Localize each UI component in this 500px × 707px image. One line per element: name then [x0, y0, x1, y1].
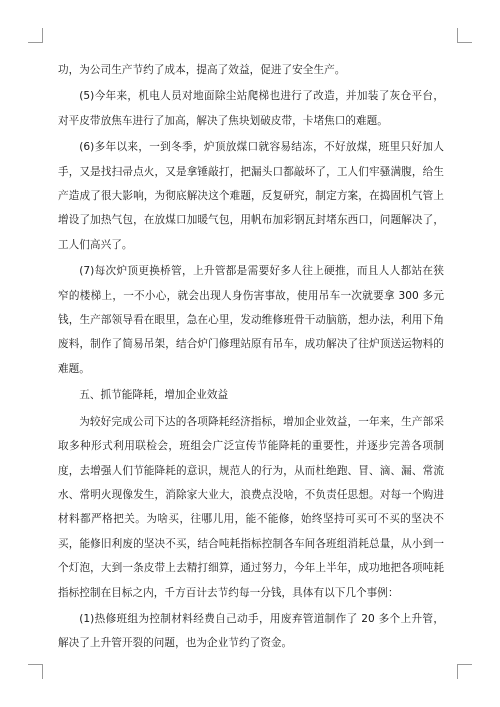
- paragraph-item-7: (7)每次炉顶更换桥管，上升管都是需要好多人往上硬推，而且人人都站在狭窄的楼梯上，一不小心，就会出现人身伤害事故，使用吊车一次就要拿 300 多元钱，生产部领导看在眼里，急在心里，发动维修班骨干动脑筋，想办法，利用下角废料，制作了简易吊架，结合炉门修理站原有吊车，成功解决了往炉顶送运物料的难题。: [58, 265, 444, 375]
- document-body: [58, 58, 444, 658]
- paragraph-continuation: 功，为公司生产节约了成本，提高了效益，促进了安全生产。: [58, 64, 346, 76]
- section-heading: 五、抓节能降耗，增加企业效益: [79, 389, 229, 402]
- paragraph-item-6: (6)多年以来，一到冬季，炉顶放煤口就容易结冻，不好放煤，班里只好加人手，又是找扫帚点火，又是拿锤敲打，把漏头口都敲坏了，工人们牢骚满腹，给生产造成了很大影响，为彻底解决这个难题，反复研究，制定方案，在捣固机气管上增设了加热气包，在放煤口加暖气包，用帆布加彩钢瓦封堵东西口，问题解决了，工人们高兴了。: [58, 141, 444, 251]
- crop-mark-bottom-left: [28, 664, 43, 679]
- paragraph-energy-saving: 为较好完成公司下达的各项降耗经济指标，增加企业效益，一年来，生产部采取多种形式利用联检会，班组会广泛宣传节能降耗的重要性，并逐步完善各项制度，去增强人们节能降耗的意识，规范人的行为，从而杜绝跑、冒、滴、漏、常流水、常明火现像发生，消除家大业大，浪费点没啥，不负责任思想。对每一个购进材料都严格把关。为啥买，往哪儿用，能不能修，始终坚持可买可不买的坚决不买，能修旧利废的坚决不买，结合吨耗指标控制各车间各班组消耗总量，从小到一个灯泡，大到一条皮带上去精打细算，通过努力，今年上半年，成功地把各项吨耗指标控制在目标之内，千方百计去节约每一分钱，具体有以下几个事例：: [58, 415, 444, 599]
- paragraph-item-5: (5)今年来，机电人员对地面除尘站爬梯也进行了改造，并加装了灰仓平台，对平皮带放焦车进行了加高，解决了焦块划破皮带，卡堵焦口的难题。: [58, 90, 444, 127]
- crop-mark-bottom-right: [457, 664, 472, 679]
- paragraph-item-1: (1)热修班组为控制材料经费自己动手，用废弃管道制作了 20 多个上升管，解决了上升管开裂的问题，也为企业节约了资金。: [58, 612, 444, 650]
- crop-mark-top-left: [28, 28, 43, 43]
- crop-mark-top-right: [457, 28, 472, 43]
